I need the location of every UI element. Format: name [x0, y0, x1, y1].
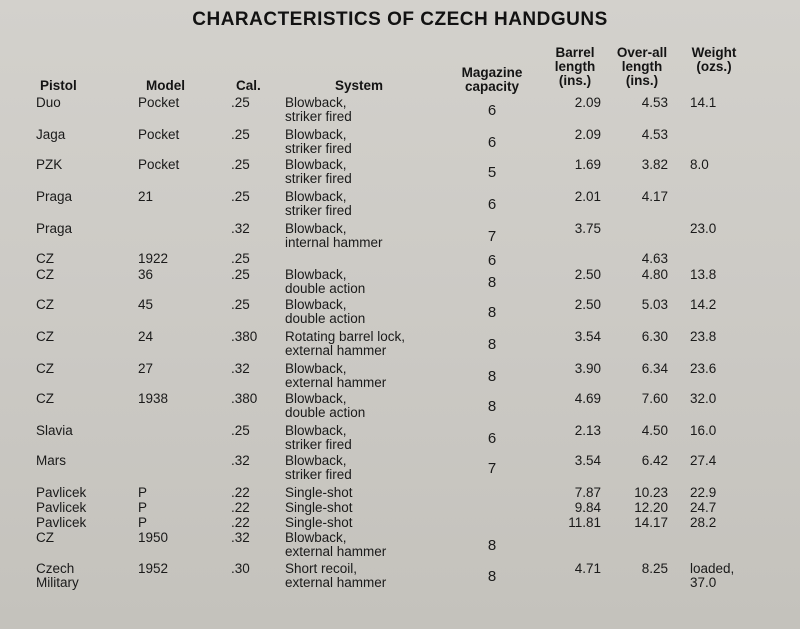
- cell-cal: .22: [231, 515, 250, 530]
- cell-system: Single-shot: [285, 515, 353, 530]
- cell-magazine: 7: [487, 228, 497, 245]
- cell-cal: .32: [231, 453, 250, 468]
- cell-overall: 6.42: [641, 453, 668, 468]
- cell-pistol: Praga: [36, 221, 73, 236]
- cell-system: Blowback, external hammer: [285, 530, 387, 559]
- cell-overall: 6.34: [641, 361, 668, 376]
- cell-overall: 5.03: [641, 297, 668, 312]
- cell-overall: 6.30: [641, 329, 668, 344]
- cell-model: 1922: [138, 251, 169, 266]
- cell-barrel: 7.87: [574, 485, 601, 500]
- cell-barrel: 4.69: [574, 391, 601, 406]
- cell-overall: 12.20: [634, 500, 668, 515]
- header-model: Model: [146, 78, 185, 93]
- cell-magazine: 6: [487, 134, 497, 151]
- cell-system: Single-shot: [285, 485, 353, 500]
- cell-magazine: 5: [487, 164, 497, 181]
- cell-weight: 22.9: [690, 485, 717, 500]
- cell-weight: 8.0: [690, 157, 709, 172]
- cell-pistol: CZ: [36, 361, 54, 376]
- cell-model: 27: [138, 361, 154, 376]
- cell-model: 21: [138, 189, 154, 204]
- cell-barrel: 2.01: [574, 189, 601, 204]
- cell-system: Blowback, double action: [285, 391, 366, 420]
- cell-weight: 14.1: [690, 95, 717, 110]
- cell-cal: .22: [231, 485, 250, 500]
- cell-overall: 14.17: [634, 515, 668, 530]
- cell-barrel: 3.90: [574, 361, 601, 376]
- cell-pistol: Czech Military: [36, 561, 79, 590]
- cell-magazine: 6: [487, 252, 497, 269]
- cell-pistol: CZ: [36, 251, 54, 266]
- cell-pistol: Pavlicek: [36, 515, 87, 530]
- cell-magazine: 8: [487, 398, 497, 415]
- header-cal: Cal.: [236, 78, 261, 93]
- cell-model: Pocket: [138, 127, 180, 142]
- cell-overall: 3.82: [641, 157, 668, 172]
- cell-pistol: Pavlicek: [36, 500, 87, 515]
- cell-weight: 23.6: [690, 361, 717, 376]
- cell-pistol: CZ: [36, 329, 54, 344]
- table-row: [0, 190, 800, 222]
- cell-system: Blowback, internal hammer: [285, 221, 383, 250]
- cell-model: P: [138, 485, 148, 500]
- cell-magazine: 8: [487, 537, 497, 554]
- cell-magazine: 6: [487, 196, 497, 213]
- cell-magazine: 8: [487, 368, 497, 385]
- cell-model: 36: [138, 267, 154, 282]
- cell-cal: .25: [231, 251, 250, 266]
- cell-model: 1938: [138, 391, 169, 406]
- header-pistol: Pistol: [40, 78, 77, 93]
- table-row: [0, 454, 800, 486]
- cell-cal: .380: [231, 329, 258, 344]
- table-row: [0, 392, 800, 424]
- cell-barrel: 1.69: [574, 157, 601, 172]
- cell-overall: 10.23: [634, 485, 668, 500]
- cell-barrel: 3.54: [574, 329, 601, 344]
- cell-system: Short recoil, external hammer: [285, 561, 387, 590]
- cell-system: Blowback, striker fired: [285, 189, 352, 218]
- cell-weight: 24.7: [690, 500, 717, 515]
- cell-system: Blowback, double action: [285, 267, 366, 296]
- cell-pistol: CZ: [36, 297, 54, 312]
- cell-barrel: 2.13: [574, 423, 601, 438]
- cell-pistol: Praga: [36, 189, 73, 204]
- cell-magazine: 8: [487, 304, 497, 321]
- cell-model: Pocket: [138, 157, 180, 172]
- cell-weight: loaded, 37.0: [690, 561, 735, 590]
- cell-model: P: [138, 500, 148, 515]
- cell-overall: 4.50: [641, 423, 668, 438]
- cell-barrel: 2.50: [574, 267, 601, 282]
- cell-magazine: 7: [487, 460, 497, 477]
- cell-cal: .30: [231, 561, 250, 576]
- table-row: [0, 562, 800, 594]
- cell-pistol: Mars: [36, 453, 66, 468]
- table-row: [0, 531, 800, 563]
- cell-overall: 8.25: [641, 561, 668, 576]
- header-weight: Weight (ozs.): [691, 45, 737, 74]
- cell-barrel: 2.09: [574, 95, 601, 110]
- table-row: [0, 222, 800, 254]
- table-row: [0, 158, 800, 190]
- cell-magazine: 8: [487, 274, 497, 291]
- cell-system: Rotating barrel lock, external hammer: [285, 329, 406, 358]
- cell-cal: .25: [231, 423, 250, 438]
- cell-magazine: 8: [487, 568, 497, 585]
- table-row: [0, 96, 800, 128]
- cell-barrel: 3.75: [574, 221, 601, 236]
- cell-model: 45: [138, 297, 154, 312]
- cell-magazine: 6: [487, 102, 497, 119]
- cell-barrel: 3.54: [574, 453, 601, 468]
- header-barrel: Barrel length (ins.): [554, 45, 596, 88]
- cell-system: Blowback, striker fired: [285, 127, 352, 156]
- cell-weight: 14.2: [690, 297, 717, 312]
- cell-cal: .25: [231, 127, 250, 142]
- cell-overall: 4.53: [641, 127, 668, 142]
- cell-overall: 4.63: [641, 251, 668, 266]
- cell-cal: .25: [231, 297, 250, 312]
- cell-barrel: 2.09: [574, 127, 601, 142]
- cell-model: P: [138, 515, 148, 530]
- cell-cal: .25: [231, 267, 250, 282]
- table-row: [0, 128, 800, 160]
- cell-overall: 4.80: [641, 267, 668, 282]
- cell-cal: .32: [231, 530, 250, 545]
- cell-magazine: 6: [487, 430, 497, 447]
- cell-model: 1950: [138, 530, 169, 545]
- cell-pistol: PZK: [36, 157, 63, 172]
- cell-weight: 23.0: [690, 221, 717, 236]
- table-row: [0, 268, 800, 300]
- cell-barrel: 2.50: [574, 297, 601, 312]
- cell-pistol: CZ: [36, 267, 54, 282]
- cell-cal: .25: [231, 189, 250, 204]
- table-row: [0, 362, 800, 394]
- cell-model: Pocket: [138, 95, 180, 110]
- cell-barrel: 4.71: [574, 561, 601, 576]
- cell-cal: .32: [231, 221, 250, 236]
- page-title: CHARACTERISTICS OF CZECH HANDGUNS: [192, 9, 608, 30]
- table-row: [0, 330, 800, 362]
- cell-cal: .22: [231, 500, 250, 515]
- header-overall: Over-all length (ins.): [616, 45, 668, 88]
- cell-pistol: CZ: [36, 391, 54, 406]
- cell-pistol: CZ: [36, 530, 54, 545]
- cell-weight: 23.8: [690, 329, 717, 344]
- cell-pistol: Jaga: [36, 127, 66, 142]
- cell-overall: 7.60: [641, 391, 668, 406]
- table-row: [0, 298, 800, 330]
- table-row: [0, 424, 800, 456]
- cell-pistol: Slavia: [36, 423, 73, 438]
- cell-barrel: 9.84: [574, 500, 601, 515]
- cell-pistol: Duo: [36, 95, 61, 110]
- header-system: System: [335, 78, 384, 93]
- header-magazine: Magazine capacity: [461, 65, 523, 94]
- cell-model: 1952: [138, 561, 169, 576]
- cell-weight: 13.8: [690, 267, 717, 282]
- cell-model: 24: [138, 329, 154, 344]
- cell-overall: 4.53: [641, 95, 668, 110]
- cell-overall: 4.17: [641, 189, 668, 204]
- cell-system: Blowback, external hammer: [285, 361, 387, 390]
- cell-cal: .25: [231, 95, 250, 110]
- cell-system: Blowback, double action: [285, 297, 366, 326]
- cell-system: Blowback, striker fired: [285, 157, 352, 186]
- cell-weight: 28.2: [690, 515, 717, 530]
- cell-magazine: 8: [487, 336, 497, 353]
- cell-system: Blowback, striker fired: [285, 95, 352, 124]
- cell-weight: 27.4: [690, 453, 717, 468]
- cell-weight: 16.0: [690, 423, 717, 438]
- cell-system: Blowback, striker fired: [285, 453, 352, 482]
- cell-system: Blowback, striker fired: [285, 423, 352, 452]
- cell-system: Single-shot: [285, 500, 353, 515]
- cell-cal: .32: [231, 361, 250, 376]
- cell-weight: 32.0: [690, 391, 717, 406]
- cell-pistol: Pavlicek: [36, 485, 87, 500]
- cell-barrel: 11.81: [568, 515, 601, 530]
- cell-cal: .380: [231, 391, 258, 406]
- cell-cal: .25: [231, 157, 250, 172]
